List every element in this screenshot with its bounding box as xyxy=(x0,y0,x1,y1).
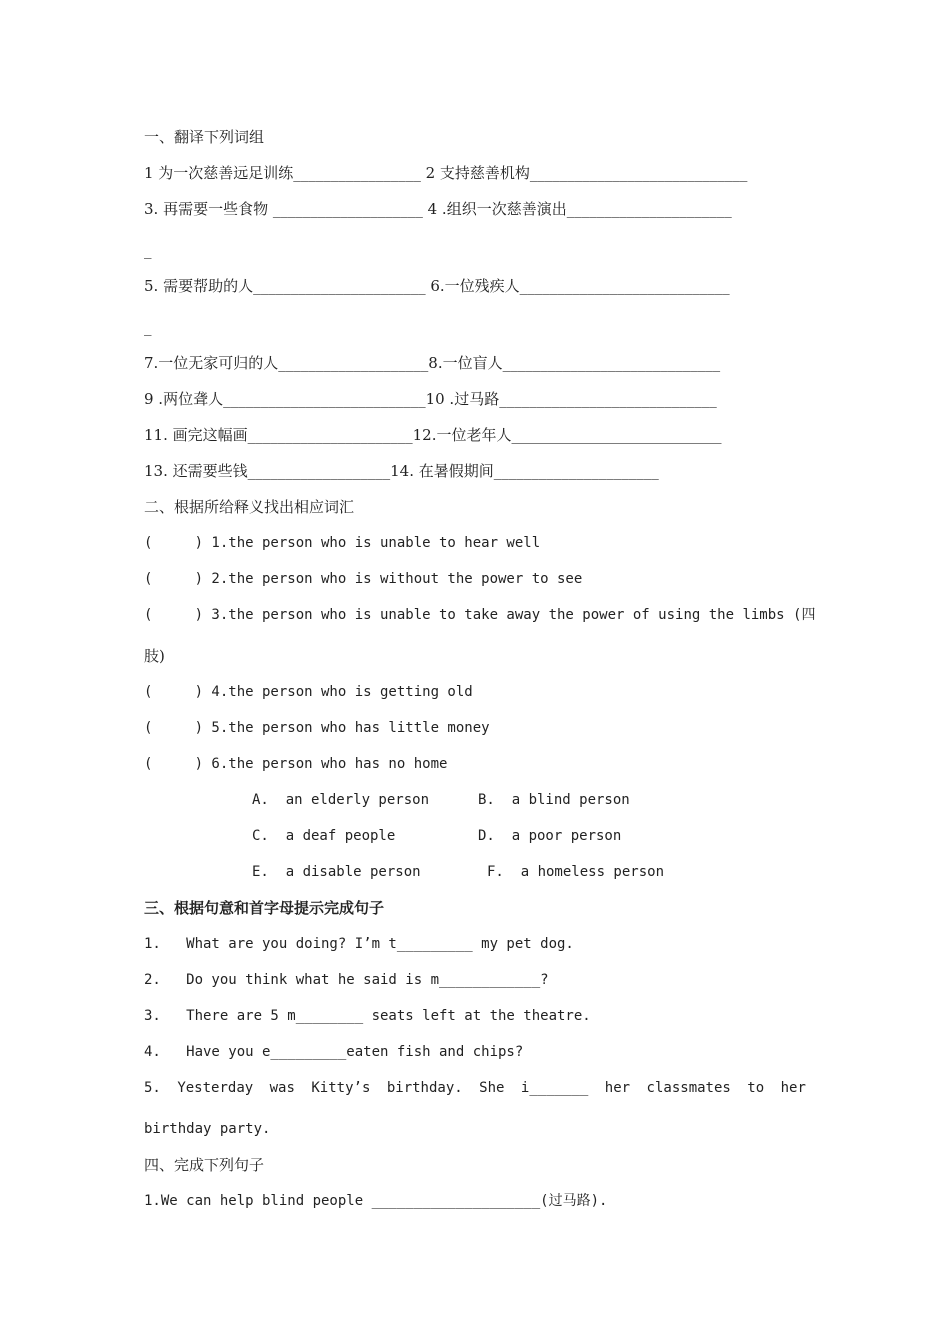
option-f: F. a homeless person xyxy=(487,864,665,880)
option-e: E. a disable person xyxy=(252,864,421,880)
translation-row: 5. 需要帮助的人_______________________ 6.一位残疾人____________________________ xyxy=(144,277,730,295)
translation-row: 3. 再需要一些食物 ____________________ 4 .组织一次慈善演出______________________ xyxy=(144,200,732,218)
word: was xyxy=(269,1080,295,1096)
definition-item: ( ) 2.the person who is without the power to see xyxy=(144,571,583,587)
definition-item: ( ) 5.the person who has little money xyxy=(144,720,490,736)
definition-item: ( ) 1.the person who is unable to hear well xyxy=(144,535,541,551)
fill-in-item: 4. Have you e_________eaten fish and chips? xyxy=(144,1044,524,1060)
fill-in-item: 1. What are you doing? I’m t_________ my pet dog. xyxy=(144,936,574,952)
option-c: C. a deaf people xyxy=(252,828,396,844)
definition-item: ( ) 6.the person who has no home xyxy=(144,756,448,772)
section2-heading: 二、根据所给释义找出相应词汇 xyxy=(144,498,355,516)
word: birthday. xyxy=(386,1080,463,1096)
definition-item: ( ) 4.the person who is getting old xyxy=(144,684,473,700)
translation-row: 9 .两位聋人___________________________10 .过马路_____________________________ xyxy=(144,390,717,408)
word: classmates xyxy=(646,1080,731,1096)
translation-row: 13. 还需要些钱___________________14. 在暑假期间______________________ xyxy=(144,462,659,480)
section1-heading: 一、翻译下列词组 xyxy=(144,128,265,146)
complete-sentence-item: 1.We can help blind people ____________________(过马路). xyxy=(144,1193,608,1209)
option-d: D. a poor person xyxy=(478,828,622,844)
translation-row: 1 为一次慈善远足训练_________________ 2 支持慈善机构_____________________________ xyxy=(144,164,748,182)
option-a: A. an elderly person xyxy=(252,792,430,808)
translation-row: 7.一位无家可归的人____________________8.一位盲人_____________________________ xyxy=(144,354,721,372)
word: 5. xyxy=(144,1080,161,1096)
fill-in-item-cont: birthday party. xyxy=(144,1121,271,1137)
definition-item-cont: 肢) xyxy=(144,647,165,665)
fill-in-item: 2. Do you think what he said is m____________? xyxy=(144,972,549,988)
fill-in-item: 3. There are 5 m________ seats left at the theatre. xyxy=(144,1008,591,1024)
section4-heading: 四、完成下列句子 xyxy=(144,1156,265,1174)
fill-in-item-justified xyxy=(144,1078,806,1098)
section3-heading: 三、根据句意和首字母提示完成句子 xyxy=(144,899,385,917)
option-b: B. a blind person xyxy=(478,792,630,808)
translation-row: 11. 画完这幅画______________________12.一位老年人____________________________ xyxy=(144,426,722,444)
word: i_______ xyxy=(520,1080,589,1096)
word: Kitty’s xyxy=(311,1080,371,1096)
word: her xyxy=(604,1080,631,1096)
translation-row-overflow: _ xyxy=(144,318,152,336)
word: She xyxy=(479,1080,505,1096)
translation-row-overflow: _ xyxy=(144,241,152,259)
word: Yesterday xyxy=(177,1080,254,1096)
definition-item: ( ) 3.the person who is unable to take away the power of using the limbs (四 xyxy=(144,607,816,623)
word: her xyxy=(780,1080,806,1096)
word: to xyxy=(747,1080,765,1096)
